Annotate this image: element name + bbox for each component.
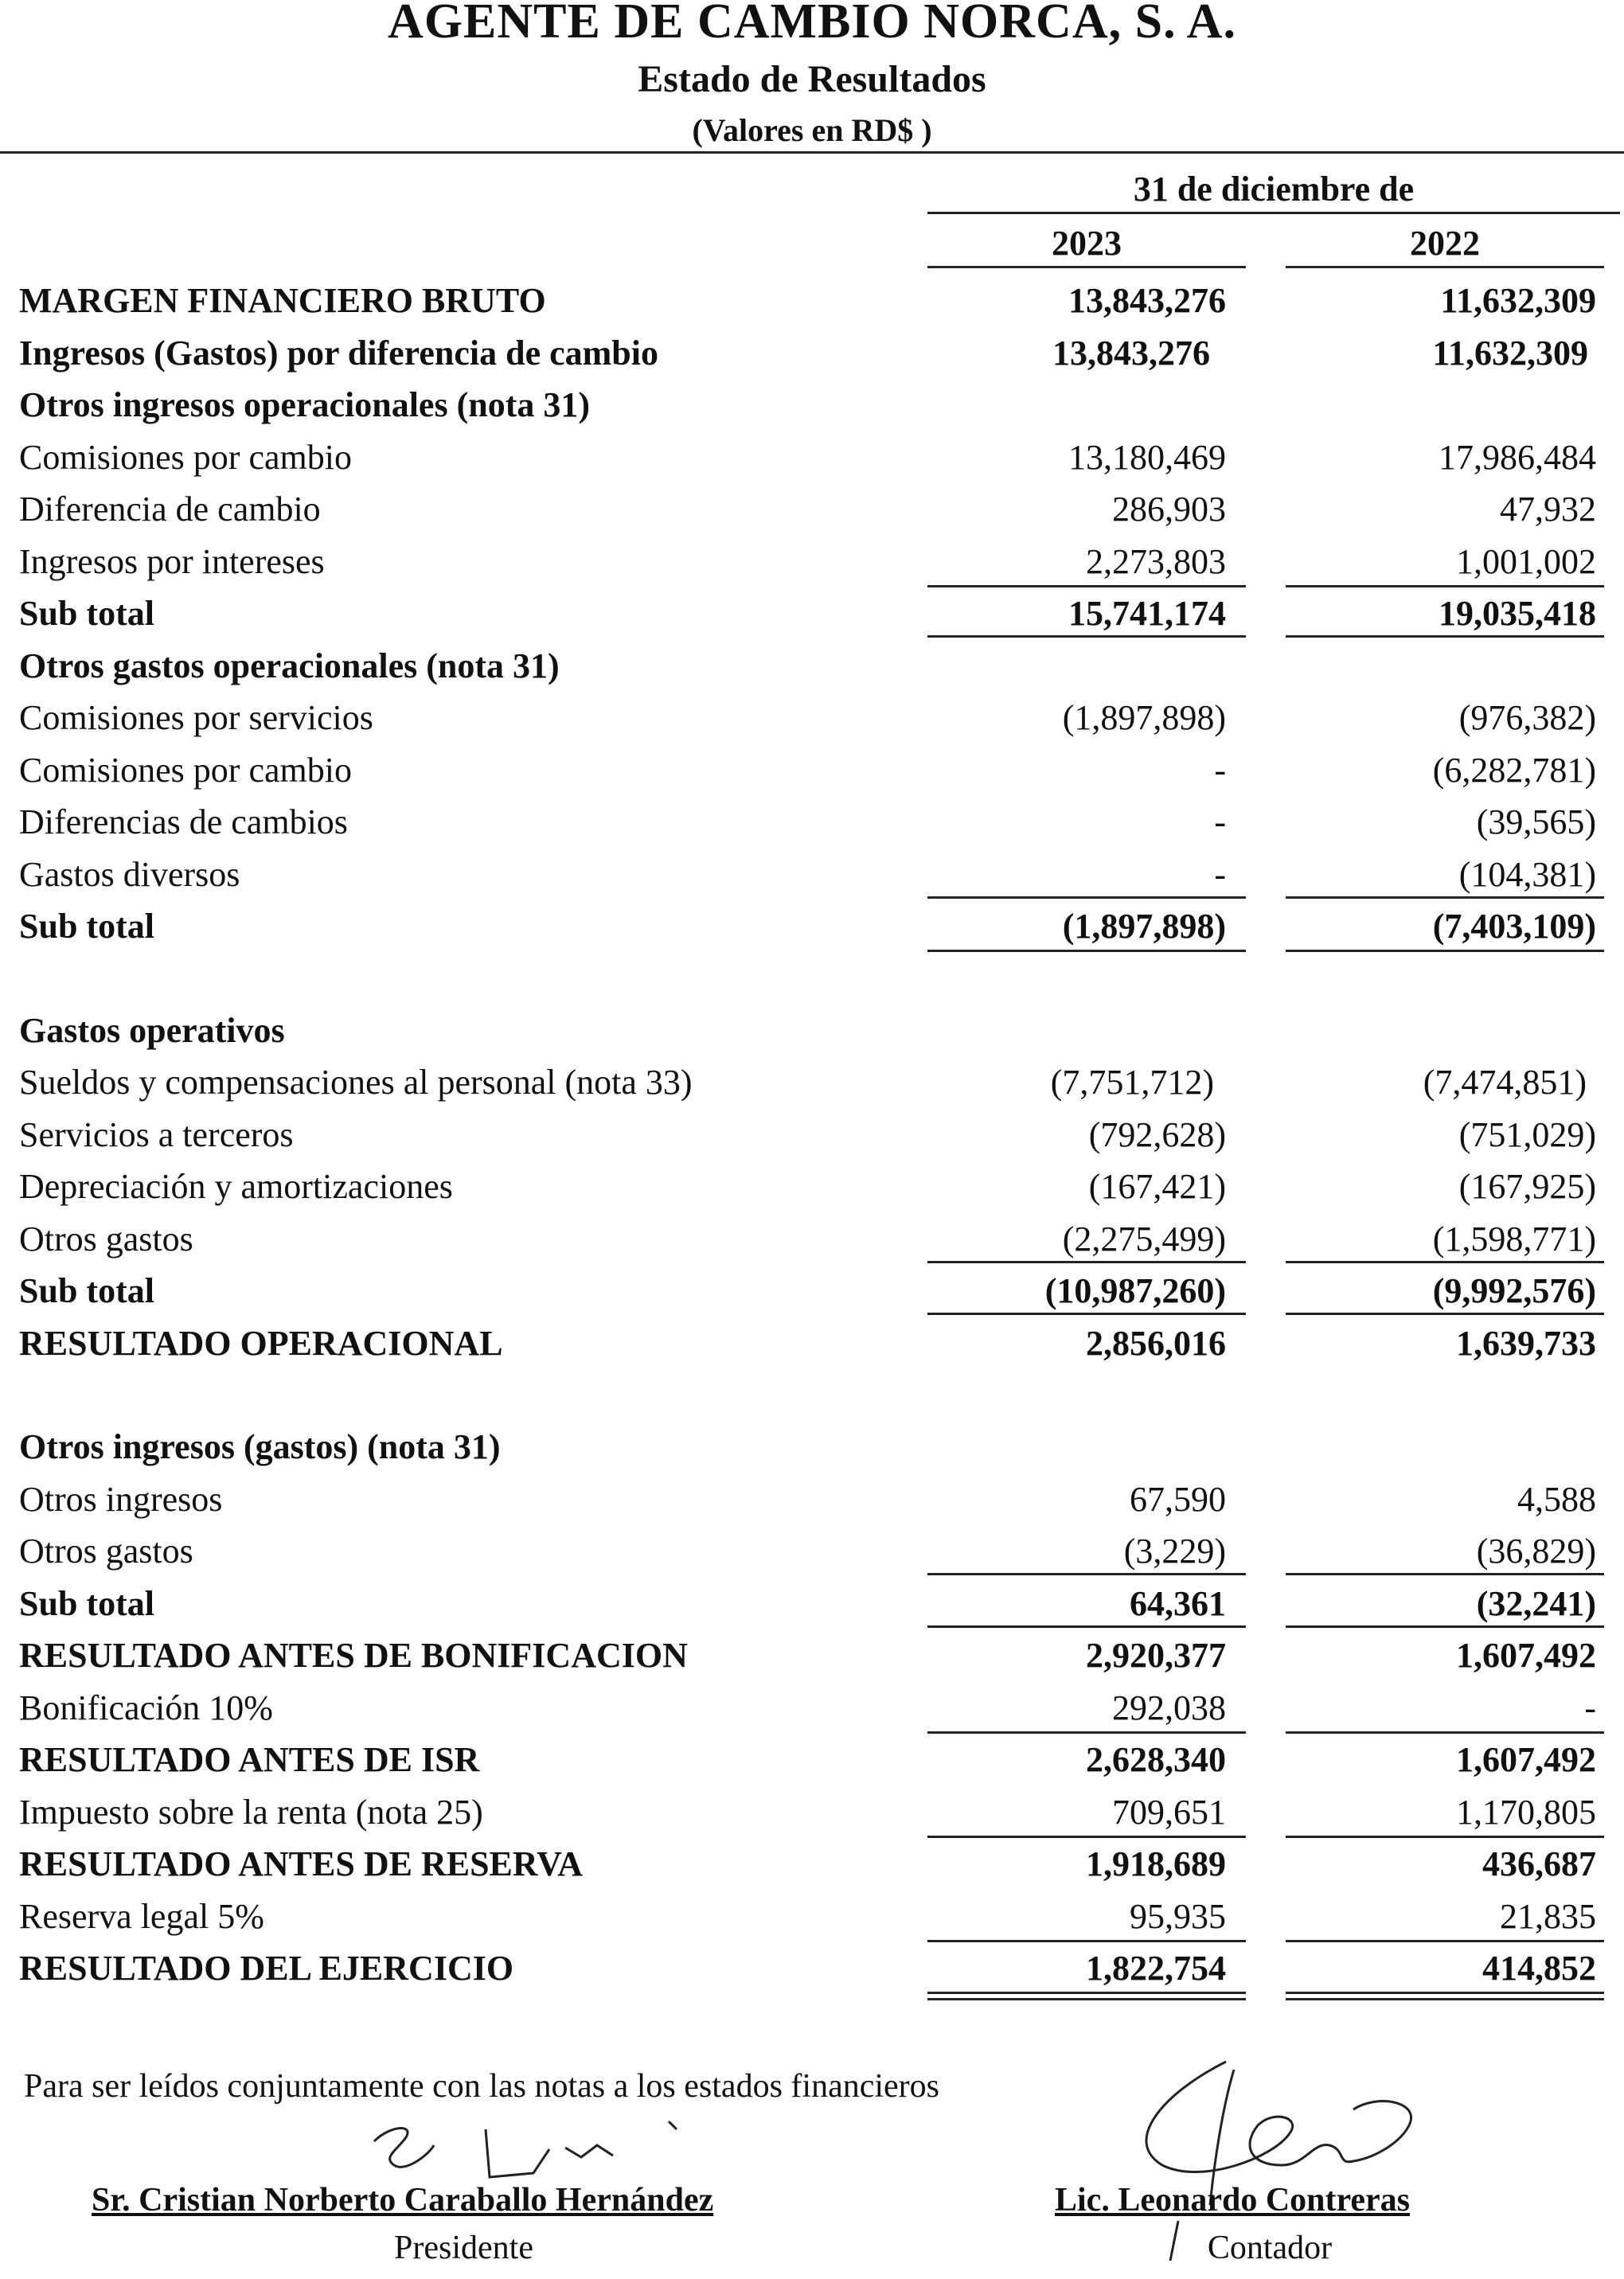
row-label: Gastos diversos: [19, 854, 240, 894]
value-2023: 15,741,174: [1068, 594, 1226, 633]
section-heading: [0, 1005, 1624, 1057]
value-2022: (7,403,109): [1432, 907, 1596, 946]
table-row: [0, 1525, 1624, 1578]
underline: [927, 635, 1246, 638]
value-2022: 1,607,492: [1456, 1636, 1596, 1675]
table-row: [0, 849, 1624, 901]
value-2023: (7,751,712): [1050, 1063, 1214, 1102]
underline: [927, 1573, 1246, 1575]
column-header-2023: 2023: [1052, 224, 1122, 263]
value-2022: (7,474,851): [1423, 1063, 1587, 1102]
value-2023: -: [1214, 750, 1226, 790]
row-label: RESULTADO OPERACIONAL: [19, 1323, 503, 1363]
section-heading: [0, 1421, 1624, 1473]
row-label: Reserva legal 5%: [19, 1896, 264, 1936]
row-label: RESULTADO ANTES DE BONIFICACION: [19, 1636, 688, 1675]
value-2023: -: [1214, 802, 1226, 841]
value-2022: (976,382): [1458, 698, 1596, 737]
signer-president-role: Presidente: [394, 2230, 533, 2266]
spacer: [0, 953, 1624, 1005]
value-2023: 2,628,340: [1086, 1740, 1226, 1779]
underline: [927, 896, 1246, 899]
value-2023: 709,651: [1112, 1792, 1226, 1832]
row-label: RESULTADO ANTES DE ISR: [19, 1740, 480, 1779]
table-row: [0, 536, 1624, 588]
value-2022: 414,852: [1482, 1949, 1596, 1988]
value-2023: 13,843,276: [1052, 333, 1210, 373]
table-row: [0, 483, 1624, 536]
signer-accountant-role: Contador: [1207, 2230, 1333, 2266]
row-label: Otros gastos: [19, 1532, 193, 1571]
row-label: Diferencias de cambios: [19, 802, 348, 841]
row-label: Sueldos y compensaciones al personal (nota 33): [19, 1063, 693, 1102]
row-label: Otros ingresos: [19, 1479, 223, 1519]
value-2023: 64,361: [1130, 1583, 1226, 1623]
subtotal-row: [0, 587, 1624, 640]
double-underline: [1286, 1992, 1604, 1994]
value-2022: (39,565): [1476, 802, 1596, 841]
company-name: AGENTE DE CAMBIO NORCA, S. A.: [388, 0, 1236, 49]
column-header-2022: 2022: [1410, 224, 1480, 263]
value-2022: 17,986,484: [1439, 437, 1596, 477]
table-row: [0, 1213, 1624, 1266]
underline: [1286, 635, 1604, 638]
value-2023: 67,590: [1130, 1479, 1226, 1519]
section-heading: [0, 640, 1624, 693]
underline: [1286, 1313, 1604, 1315]
row-label: Sub total: [19, 907, 154, 946]
signer-accountant-name: Lic. Leonardo Contreras: [1055, 2182, 1411, 2219]
row-label: Sub total: [19, 1583, 154, 1623]
underline: [927, 1261, 1246, 1263]
value-2022: 11,632,309: [1432, 333, 1588, 373]
subtotal-row: [0, 900, 1624, 953]
row-label: Sub total: [19, 594, 154, 633]
row-label: Servicios a terceros: [19, 1114, 294, 1154]
value-2022: (751,029): [1458, 1114, 1596, 1154]
value-2023: (1,897,898): [1062, 698, 1226, 737]
statement-title: Estado de Resultados: [638, 58, 986, 100]
value-2023: 1,822,754: [1086, 1949, 1226, 1988]
table-row: [0, 1109, 1624, 1161]
value-2022: (6,282,781): [1432, 750, 1596, 790]
value-2022: (36,829): [1476, 1532, 1596, 1571]
row-label: MARGEN FINANCIERO BRUTO: [19, 281, 546, 320]
row-label: Depreciación y amortizaciones: [19, 1167, 453, 1206]
value-2022: 21,835: [1500, 1896, 1596, 1936]
value-2022: 19,035,418: [1439, 594, 1596, 633]
value-2023: 1,918,689: [1086, 1844, 1226, 1883]
subtotal-row: [0, 1265, 1624, 1317]
row-label: RESULTADO DEL EJERCICIO: [19, 1949, 514, 1988]
underline: [1286, 1625, 1604, 1628]
table-row: [0, 1473, 1624, 1526]
table-row: [0, 1056, 1624, 1109]
table-row: [0, 796, 1624, 849]
underline: [927, 1625, 1246, 1628]
value-2023: 95,935: [1130, 1896, 1226, 1936]
total-row: [0, 1629, 1624, 1682]
row-label: Impuesto sobre la renta (nota 25): [19, 1792, 483, 1832]
value-2022: 47,932: [1500, 490, 1596, 529]
row-label: Comisiones por cambio: [19, 750, 352, 790]
underline: [1286, 1261, 1604, 1263]
value-2022: 11,632,309: [1440, 281, 1596, 320]
total-row: [0, 1838, 1624, 1891]
value-2022: (167,925): [1458, 1167, 1596, 1206]
row-label: RESULTADO ANTES DE RESERVA: [19, 1844, 583, 1883]
value-2023: 13,180,469: [1068, 437, 1226, 477]
table-row: [0, 744, 1624, 797]
spacer: [0, 1369, 1624, 1421]
value-2023: (792,628): [1088, 1114, 1226, 1154]
value-2023: (167,421): [1088, 1167, 1226, 1206]
value-2023: 286,903: [1112, 490, 1226, 529]
value-2022: 1,001,002: [1456, 541, 1596, 581]
subtotal-row: [0, 1578, 1624, 1630]
year-divider-2022: [1286, 266, 1604, 268]
value-2023: 292,038: [1112, 1688, 1226, 1727]
currency-units: (Valores en RD$ ): [692, 112, 932, 148]
row-label: Ingresos (Gastos) por diferencia de cambio: [19, 333, 658, 373]
value-2023: -: [1214, 854, 1226, 894]
row-label: Sub total: [19, 1271, 154, 1310]
row-label: Gastos operativos: [19, 1010, 285, 1050]
table-row: [0, 1161, 1624, 1213]
table-row: [0, 1786, 1624, 1839]
value-2022: (1,598,771): [1432, 1219, 1596, 1259]
value-2022: (104,381): [1458, 854, 1596, 894]
section-heading: [0, 379, 1624, 431]
value-2023: 2,273,803: [1086, 541, 1226, 581]
row-label: Otros ingresos (gastos) (nota 31): [19, 1427, 501, 1466]
table-row: [0, 1682, 1624, 1735]
header-divider: [0, 151, 1624, 154]
table-row: [0, 431, 1624, 484]
value-2022: (9,992,576): [1432, 1271, 1596, 1310]
period-heading: 31 de diciembre de: [1133, 170, 1415, 209]
underline: [1286, 896, 1604, 899]
value-2022: (32,241): [1476, 1583, 1596, 1623]
row-label: Otros gastos: [19, 1219, 193, 1259]
table-row: [0, 327, 1624, 380]
row-label: Ingresos por intereses: [19, 541, 325, 581]
total-row: [0, 1317, 1624, 1370]
value-2022: -: [1584, 1688, 1596, 1727]
table-row: [0, 1891, 1624, 1943]
row-label: Otros gastos operacionales (nota 31): [19, 646, 560, 685]
row-label: Comisiones por cambio: [19, 437, 352, 477]
table-row: [0, 275, 1624, 327]
value-2022: 4,588: [1517, 1479, 1596, 1519]
row-label: Bonificación 10%: [19, 1688, 273, 1727]
value-2022: 1,639,733: [1456, 1323, 1596, 1363]
value-2022: 1,170,805: [1456, 1792, 1596, 1832]
value-2023: (3,229): [1123, 1532, 1226, 1571]
year-divider-2023: [927, 266, 1246, 268]
net-result-row: [0, 1942, 1624, 1995]
value-2023: 2,920,377: [1086, 1636, 1226, 1675]
income-statement-table: [0, 275, 1624, 1995]
total-row: [0, 1734, 1624, 1786]
value-2022: 1,607,492: [1456, 1740, 1596, 1779]
value-2023: 2,856,016: [1086, 1323, 1226, 1363]
value-2023: (2,275,499): [1062, 1219, 1226, 1259]
table-row: [0, 692, 1624, 744]
value-2023: (1,897,898): [1062, 907, 1226, 946]
footnote: Para ser leídos conjuntamente con las notas a los estados financieros: [24, 2068, 939, 2105]
period-divider: [927, 212, 1620, 214]
underline: [927, 1313, 1246, 1315]
row-label: Comisiones por servicios: [19, 698, 373, 737]
value-2023: (10,987,260): [1044, 1271, 1226, 1310]
value-2022: 436,687: [1482, 1844, 1596, 1883]
double-underline: [927, 1992, 1246, 1994]
signer-president-name: Sr. Cristian Norberto Caraballo Hernández: [92, 2182, 714, 2219]
underline: [1286, 1573, 1604, 1575]
value-2023: 13,843,276: [1068, 281, 1226, 320]
row-label: Otros ingresos operacionales (nota 31): [19, 385, 590, 424]
row-label: Diferencia de cambio: [19, 490, 321, 529]
